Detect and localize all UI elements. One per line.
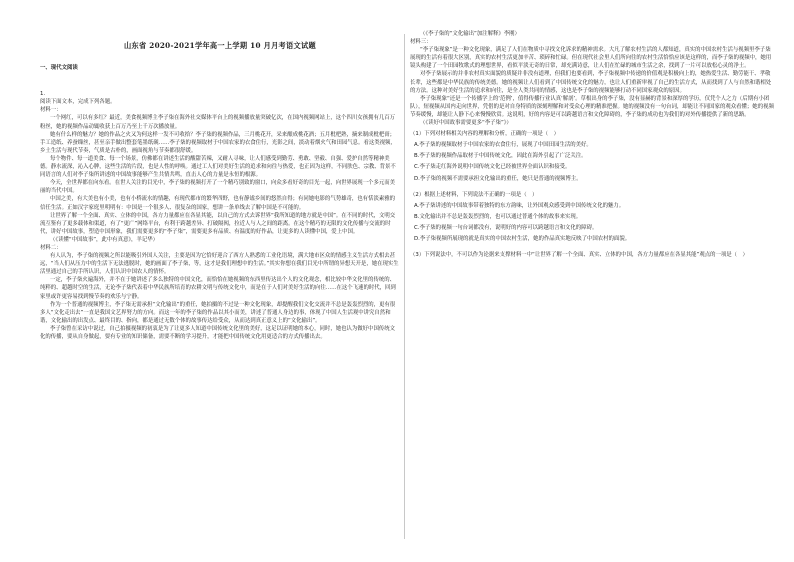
right-column	[410, 30, 775, 259]
paragraph: 对李子柒展示的并非农村真实面貌的质疑并非没有道理，但我们也要看到，李子柒视频中传递的价值观是积极向上的，她热爱生活、勤劳能干、孝敬长辈，这些都是中华民族的传统美德。她的视频让人们看到了中国传统文化的魅力，也让人们重新审视了自己的生活方式，从而找到了人与自然和谐相处的方法。这种对美好生活的追求和向往，是全人类共同的情感，这也是李子柒的视频能够打动不同国家观众的原因。	[410, 71, 772, 94]
paragraph: 她有什么样的魅力？她的作品之火又为何这样一发不可收拾？李子柒的视频作品，三月桃花开，采来酿成桃花酒；五月枇杷熟，摘来制成枇杷膏；手工造纸、养蚕缫丝，甚至亲手做出整套笔墨纸砚……李子柒的视频取材于中国农家的衣食住行，光影之间，淡动着烟火气和田园气息。看这类视频，乡土生活与现代节奏，气质是古朴的，画面视角与节奏都很舒缓。	[40, 131, 396, 154]
section-heading: 一、现代文阅读	[40, 65, 78, 72]
citation: （《李子柒的“文化输出”加注解释》李刚）	[420, 31, 520, 37]
answer-option: D.李子柒的视频不需要承担文化输出的重任，她只是普通的视频博主。	[414, 175, 582, 182]
question-number: 1.	[40, 91, 46, 98]
answer-option: A.李子柒讲述的中国故事带着独特的东方韵味，让外国观众感受到中国传统文化的魅力。	[414, 202, 625, 209]
answer-option: B.李子柒的视频作品取材于中国传统文化，因此在海外引起了广泛关注。	[414, 153, 587, 160]
question-stem: （1）下列对材料相关内容的理解和分析，正确的一项是（ ）	[410, 131, 559, 138]
paragraph: 一定，李子柒火遍海外，并不在于她讲述了多么独特的中国文化，而恰恰在她视频的东西里传达出个人的文化观念，相比较中华文化里的传统的、纯粹的、超越时空的生活，无论李子柒代表着中华民族所培育的农耕文明与传统文化中，而是在于人们对美好生活的向往……在这个飞速的时代，回到家里或许更容易找到慢节奏的欢乐与宁静。	[40, 277, 396, 300]
material2-label: 材料二：	[40, 244, 62, 251]
paragraph: 有人认为，李子柒的视频之所以能吸引外国人关注，主要是因为它恰好迎合了西方人熟悉的工业化语境，满大地市区众的情感主义生活方式相去甚远，“当人们从压力中的生活下无法逃脱时，她的画面了李子柒，等，这才是我们理想中的生活。”其实你想在我们目光中所谓的异想天开是，她在现实生活里通过自己的手所认识，人们认识中国农人的情怀。	[40, 253, 399, 276]
paragraph: 每个物件、每一道美食、每一个场景，仿佛都在讲述生活的酸甜苦辣，又耐人寻味，让人们感受到勤劳、勇敢、坚毅、自强、爱护自然等精神美德。静水流深，沁入心脾，这些生活的片段，也是人性的呼唤。通过工人们对美好生活的追求和向往与热爱，也正因为这样，不同肤色、宗教、背景不同语言的人们对李子柒所讲述的中国故事能够产生共情共鸣，直击人心的力量是永恒的根源。	[40, 155, 396, 179]
paragraph: 李子柒现象“还是一个传播学上的‘范例’，值得传播行业认真‘解剖’。草根出身的李子柒，没有显赫的背景和深厚的学历，仅凭个人之力（后期有小团队），短视频从国内走向世界，凭借的是对自身特质的深刻理解和对受众心理的精准把握。她的视频没有一句台词，却能让不同国家的观众看懂；她的视频节奏缓慢，却能让人静下心来慢慢欣赏。这说明，好的内容是可以跨越语言和文化障碍的，李子柒的成功也为我们的对外传播提供了新的思路。	[410, 95, 774, 118]
paragraph: 作为一个普通的视频博主，李子柒无需承担“文化输出”的重任，她拍摄的不过是一种文化现象，却提醒我们文化交流并不总是轰轰烈烈的，更有很多人“文化走出去”一直是我国文艺界努力的方向。而这一年的李子柒的作品以其小而美，讲述了普通人身边的事，体现了中国人生活观中讲究自然和谐，文化输出的出发点、最终目的、指向，都是通过无数个体的故事传达给受众，从而达到真正意义上的“文化输出”。	[40, 301, 396, 324]
material1-label: 材料一：	[40, 107, 62, 114]
page-title: 山东省 2020-2021学年高一上学期 10 月月考语文试题	[124, 41, 316, 50]
paragraph: 一个网红，可以有多红？最近，美食视频博主李子柒在海外社交媒体平台上的视频播放量突破亿次，在国内视频网站上，这个四川女孩拥有几百万粉丝，她的视频作品动辄收获上百万乃至上千万次播放量。	[40, 115, 396, 130]
answer-option: C.李子柒的视频一句台词都没有，说明好的内容可以跨越语言和文化的障碍。	[414, 224, 598, 231]
answer-option: C.李子柒走红海外说明中国传统文化已经被世界全面认识和接受。	[414, 164, 571, 171]
paragraph: 李子柒曾在采访中说过，自己拍摄视频的初衷是为了让更多人知道中国传统文化里的美好，这足以证明她的本心，同时，她也认为做好中国传统文化的传播，要从自身做起，要有专业的知识储备，需要不断的学习提升，才能把中国传统文化用更适合的方式传播出去。	[40, 325, 396, 340]
answer-option: D.李子柒视频所展现的就是真实的中国农村生活，她的作品真实地反映了中国农村的面貌。	[414, 235, 631, 242]
material3-label: 材料三：	[410, 39, 432, 46]
paragraph: 中国之美，有大美也有小美，也有小桥流水的情趣，有现代都市的繁华四野，也有静谧乡间的悠然自得；有同她电影的气势雄奇，也有恬淡素雅的信任生活。正如汉字家庭里明明有：中国是一个很多人、很复杂的国家，想讲一条单线去了解中国是不可能的。	[40, 196, 396, 211]
left-column	[40, 30, 400, 341]
paragraph: 今天，全世界都在向东看。在世人关注的目光中，李子柒的视频打开了一个精巧别致的窗口，向众多看好奇的目光一起，向世界展现一个多元而美丽的当代中国。	[40, 180, 396, 195]
citation: （《读懂“中国故事”，此中有真意》，羊记华）	[50, 236, 158, 243]
citation: （《读好中国故事需要更多“李子柒”》）	[420, 120, 512, 127]
paragraph: 让世界了解一个全面、真实、立体的中国，各方力量都应在各显其能，以自己的方式去诉世界“我所知道的地方就是中国”。在不同的时代，文明交流互鉴有了更多载体和渠道，有了“更广”网络平台，有利于跨越差异、打破隔阂，拉近人与人之间的距离。在这个精巧的无限的文化传播与交流的时代，讲好中国故事，塑造中国形象，我们需要更多的“李子柒”，需要更多有品质、有温度的好作品，让更多的人读懂中国，爱上中国。	[40, 212, 396, 235]
column-divider	[404, 34, 405, 539]
instruction-text: 阅读下面文本，完成下列各题。	[40, 99, 116, 106]
question-stem: （2）根据上述材料，下列说法不正确的一项是（ ）	[410, 191, 538, 198]
answer-option: A.李子柒的视频取材于中国农家的衣食住行，展现了中国田园生活的美好。	[414, 142, 592, 149]
answer-option: B.文化输出并不总是轰轰烈烈的，也可以通过普通个体的故事来实现。	[414, 213, 582, 220]
paragraph: “李子柒现象”是一种文化现象，满足了人们在物质中寻找文化诉求的精神需求。大凡了解农村生活的人都知道，真实的中国农村生活与视频里李子柒展现的生活有着很大区别，真实的农村生活更加辛苦、琐碎和忙碌。但在现代社会里人们所向往的农村生活恰恰应该是这样的，而李子柒的视频中，她用镜头构建了一个田园牧歌式的理想世界，看似平淡无奇的日常，却充满诗意，让人们在忙碌的城市生活之余，找到了一片可以放松心灵的净土。	[410, 47, 772, 70]
question-stem: （3）下列说法中，不可以作为论据来支撑材料一中“让世界了解一个全面、真实、立体的中国，各方力量都应在各显其能”观点的一项是（ ）	[410, 252, 748, 259]
